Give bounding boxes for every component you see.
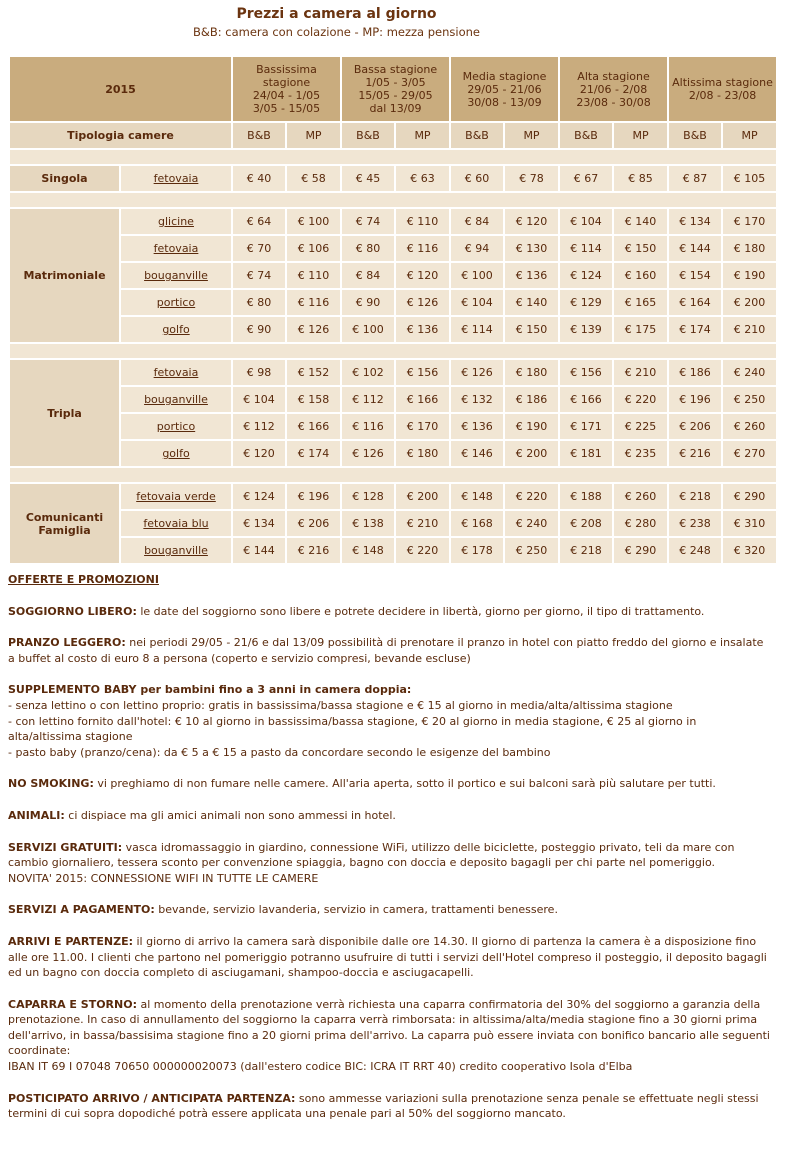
price-cell: € 110 xyxy=(396,209,449,234)
offer-paragraph xyxy=(8,1091,770,1122)
price-cell: € 200 xyxy=(505,441,558,466)
price-cell: € 220 xyxy=(396,538,449,563)
separator-row xyxy=(10,193,776,207)
price-cell: € 210 xyxy=(396,511,449,536)
room-link[interactable]: golfo xyxy=(162,323,190,336)
price-cell: € 186 xyxy=(505,387,558,412)
price-cell: € 140 xyxy=(614,209,667,234)
price-cell: € 124 xyxy=(560,263,612,288)
price-cell: € 188 xyxy=(560,484,612,509)
season-header-line: 24/04 - 1/05 xyxy=(252,89,321,102)
price-cell: € 248 xyxy=(669,538,721,563)
season-header-line: Media stagione xyxy=(462,69,547,83)
price-cell: € 80 xyxy=(233,290,285,315)
price-cell: € 134 xyxy=(669,209,721,234)
price-cell: € 190 xyxy=(723,263,776,288)
price-cell: € 250 xyxy=(505,538,558,563)
price-cell: € 120 xyxy=(505,209,558,234)
season-header-line: 29/05 - 21/06 xyxy=(467,82,542,96)
offer-label: PRANZO LEGGERO: xyxy=(8,636,126,650)
table-row xyxy=(10,317,776,342)
offer-label: NO SMOKING: xyxy=(8,777,94,791)
room-link[interactable]: bouganville xyxy=(144,544,208,557)
price-cell: € 144 xyxy=(233,538,285,563)
bb-header: B&B xyxy=(560,123,612,148)
price-cell: € 136 xyxy=(505,263,558,288)
price-cell: € 139 xyxy=(560,317,612,342)
separator-row xyxy=(10,344,776,358)
price-cell: € 70 xyxy=(233,236,285,261)
page-title: Prezzi a camera al giorno xyxy=(236,6,437,22)
room-category-line: Famiglia xyxy=(38,523,91,537)
price-cell: € 186 xyxy=(669,360,721,385)
price-cell: € 168 xyxy=(451,511,503,536)
price-cell: € 240 xyxy=(505,511,558,536)
season-header-line: 3/05 - 15/05 xyxy=(252,102,321,115)
room-link[interactable]: fetovaia blu xyxy=(143,517,209,530)
table-row xyxy=(10,414,776,439)
price-cell: € 174 xyxy=(287,441,340,466)
price-cell: € 126 xyxy=(396,290,449,315)
price-cell: € 280 xyxy=(614,511,667,536)
price-cell: € 210 xyxy=(614,360,667,385)
table-row xyxy=(10,263,776,288)
offer-paragraph xyxy=(8,902,770,918)
room-category-line: Matrimoniale xyxy=(23,269,106,282)
room-link[interactable]: fetovaia xyxy=(153,242,199,255)
price-cell: € 170 xyxy=(396,414,449,439)
price-cell: € 80 xyxy=(342,236,394,261)
price-cell: € 170 xyxy=(723,209,776,234)
mp-header: MP xyxy=(287,123,340,148)
bb-header: B&B xyxy=(669,123,721,148)
price-cell: € 120 xyxy=(233,441,285,466)
price-cell: € 114 xyxy=(560,236,612,261)
season-header-line: 23/08 - 30/08 xyxy=(576,95,651,109)
season-header-line: 2/08 - 23/08 xyxy=(688,89,757,102)
price-cell: € 196 xyxy=(669,387,721,412)
price-cell: € 200 xyxy=(396,484,449,509)
price-cell: € 67 xyxy=(560,166,612,191)
offer-text: - senza lettino o con lettino proprio: gratis in bassissima/bassa stagione e € 15 al giorno in media/alta/altissima stagione xyxy=(8,698,673,712)
price-cell: € 45 xyxy=(342,166,394,191)
price-cell: € 181 xyxy=(560,441,612,466)
price-cell: € 180 xyxy=(396,441,449,466)
offer-paragraph xyxy=(8,776,770,792)
price-cell: € 105 xyxy=(723,166,776,191)
mp-header: MP xyxy=(396,123,449,148)
bb-header: B&B xyxy=(451,123,503,148)
price-cell: € 260 xyxy=(614,484,667,509)
price-cell: € 235 xyxy=(614,441,667,466)
offer-paragraph xyxy=(8,808,770,824)
price-cell: € 104 xyxy=(451,290,503,315)
price-cell: € 180 xyxy=(723,236,776,261)
price-cell: € 206 xyxy=(287,511,340,536)
price-cell: € 110 xyxy=(287,263,340,288)
price-cell: € 270 xyxy=(723,441,776,466)
price-cell: € 260 xyxy=(723,414,776,439)
offer-text: vasca idromassaggio in giardino, connessione WiFi, utilizzo delle biciclette, posteggio privato, teli da mare con cambio giornaliero, tessera sconto per convenzione spiaggia, bagno con doccia e deposito bagagli per chi parte nel pomeriggio. xyxy=(8,840,735,870)
offer-label: POSTICIPATO ARRIVO / ANTICIPATA PARTENZA: xyxy=(8,1091,296,1105)
table-row xyxy=(10,484,776,509)
price-cell: € 104 xyxy=(560,209,612,234)
price-cell: € 90 xyxy=(342,290,394,315)
price-cell: € 150 xyxy=(614,236,667,261)
price-cell: € 136 xyxy=(396,317,449,342)
season-header-line: Altissima stagione xyxy=(672,76,773,89)
room-category-line: Comunicanti xyxy=(25,510,104,524)
price-cell: € 218 xyxy=(560,538,612,563)
offer-text: IBAN IT 69 I 07048 70650 000000020073 (dall'estero codice BIC: ICRA IT RRT 40) credito cooperativo Isola d'Elba xyxy=(8,1060,633,1074)
price-cell: € 87 xyxy=(669,166,721,191)
price-cell: € 128 xyxy=(342,484,394,509)
offer-text: - pasto baby (pranzo/cena): da € 5 a € 15 a pasto da concordare secondo le esigenze del bambino xyxy=(8,745,551,759)
price-cell: € 140 xyxy=(505,290,558,315)
offer-paragraph xyxy=(8,682,770,760)
offer-text: il giorno di arrivo la camera sarà disponibile dalle ore 14.30. Il giorno di partenza la camera è a disposizione fino alle ore 11.00. I clienti che partono nel pomeriggio potranno usufruire di tutti i servizi dell'Hotel compreso il posteggio, il deposito bagagli ed un bagno con doccia completo di asciugamani, shampoo-doccia e asciugacapelli. xyxy=(8,934,767,980)
price-cell: € 64 xyxy=(233,209,285,234)
table-row xyxy=(10,538,776,563)
price-cell: € 290 xyxy=(614,538,667,563)
price-cell: € 138 xyxy=(342,511,394,536)
price-cell: € 124 xyxy=(233,484,285,509)
price-cell: € 166 xyxy=(396,387,449,412)
price-cell: € 116 xyxy=(287,290,340,315)
price-cell: € 152 xyxy=(287,360,340,385)
price-cell: € 129 xyxy=(560,290,612,315)
price-cell: € 134 xyxy=(233,511,285,536)
room-link[interactable]: bouganville xyxy=(144,393,208,406)
season-header xyxy=(342,57,449,121)
room-link[interactable]: portico xyxy=(156,296,196,309)
price-cell: € 148 xyxy=(451,484,503,509)
offer-paragraph xyxy=(8,934,770,981)
price-cell: € 126 xyxy=(342,441,394,466)
price-cell: € 166 xyxy=(287,414,340,439)
table-row xyxy=(10,236,776,261)
price-cell: € 220 xyxy=(505,484,558,509)
offer-paragraph xyxy=(8,635,770,666)
price-cell: € 114 xyxy=(451,317,503,342)
price-cell: € 58 xyxy=(287,166,340,191)
season-header-line: stagione xyxy=(262,76,311,89)
offer-text: sono ammesse variazioni sulla prenotazione senza penale se effettuate negli stessi termini di cui sopra dopodiché potrà essere applicata una penale pari al 50% del soggiorno mancato. xyxy=(8,1091,759,1121)
price-cell: € 63 xyxy=(396,166,449,191)
season-header xyxy=(669,57,776,121)
room-link[interactable]: fetovaia xyxy=(153,366,199,379)
price-cell: € 174 xyxy=(669,317,721,342)
price-cell: € 116 xyxy=(342,414,394,439)
season-header-line: 21/06 - 2/08 xyxy=(579,82,648,96)
price-cell: € 175 xyxy=(614,317,667,342)
price-cell: € 120 xyxy=(396,263,449,288)
price-cell: € 100 xyxy=(342,317,394,342)
price-cell: € 238 xyxy=(669,511,721,536)
season-header-line: Bassa stagione xyxy=(353,63,438,76)
offer-text: NOVITA' 2015: CONNESSIONE WIFI IN TUTTE LE CAMERE xyxy=(8,871,319,885)
price-cell: € 94 xyxy=(451,236,503,261)
offer-label: SUPPLEMENTO BABY per bambini fino a 3 anni in camera doppia: xyxy=(8,683,412,697)
season-header xyxy=(233,57,340,121)
room-link[interactable]: golfo xyxy=(162,447,190,460)
price-cell: € 160 xyxy=(614,263,667,288)
price-cell: € 250 xyxy=(723,387,776,412)
price-cell: € 126 xyxy=(287,317,340,342)
price-cell: € 220 xyxy=(614,387,667,412)
offers-section xyxy=(8,572,770,1138)
price-cell: € 132 xyxy=(451,387,503,412)
price-cell: € 158 xyxy=(287,387,340,412)
price-cell: € 216 xyxy=(669,441,721,466)
price-cell: € 156 xyxy=(396,360,449,385)
price-cell: € 225 xyxy=(614,414,667,439)
mp-header: MP xyxy=(614,123,667,148)
room-category xyxy=(10,484,119,563)
table-row xyxy=(10,441,776,466)
price-cell: € 144 xyxy=(669,236,721,261)
price-cell: € 206 xyxy=(669,414,721,439)
season-header-line: 30/08 - 13/09 xyxy=(467,95,542,109)
price-cell: € 106 xyxy=(287,236,340,261)
room-link[interactable]: fetovaia verde xyxy=(136,490,216,503)
price-cell: € 84 xyxy=(451,209,503,234)
year-header: 2015 xyxy=(10,57,231,121)
price-cell: € 156 xyxy=(560,360,612,385)
room-category-line: Singola xyxy=(41,172,88,185)
season-header-line: Alta stagione xyxy=(577,69,650,83)
room-category-line: Tripla xyxy=(47,406,82,420)
season-header-line: 15/05 - 29/05 xyxy=(358,89,433,102)
price-cell: € 146 xyxy=(451,441,503,466)
room-link[interactable]: glicine xyxy=(158,215,194,228)
table-row xyxy=(10,360,776,385)
price-cell: € 165 xyxy=(614,290,667,315)
price-cell: € 74 xyxy=(233,263,285,288)
price-cell: € 208 xyxy=(560,511,612,536)
offer-text: vi preghiamo di non fumare nelle camere. All'aria aperta, sotto il portico e sui balconi sarà più salutare per tutti. xyxy=(93,777,716,791)
tipologia-header: Tipologia camere xyxy=(10,123,231,148)
price-cell: € 310 xyxy=(723,511,776,536)
season-header-line: 1/05 - 3/05 xyxy=(365,76,426,89)
offer-label: SERVIZI GRATUITI: xyxy=(8,840,123,854)
price-cell: € 240 xyxy=(723,360,776,385)
price-cell: € 102 xyxy=(342,360,394,385)
offer-label: SERVIZI A PAGAMENTO: xyxy=(8,903,155,917)
price-cell: € 136 xyxy=(451,414,503,439)
room-category xyxy=(10,166,119,191)
table-row xyxy=(10,209,776,234)
offer-label: CAPARRA E STORNO: xyxy=(8,997,137,1011)
price-table xyxy=(8,55,778,565)
price-cell: € 150 xyxy=(505,317,558,342)
price-cell: € 84 xyxy=(342,263,394,288)
bb-header: B&B xyxy=(233,123,285,148)
price-cell: € 98 xyxy=(233,360,285,385)
price-cell: € 154 xyxy=(669,263,721,288)
price-cell: € 196 xyxy=(287,484,340,509)
offer-text: - con lettino fornito dall'hotel: € 10 al giorno in bassissima/bassa stagione, € 20 al giorno in media stagione, € 25 al giorno in alta/altissima stagione xyxy=(8,714,697,744)
offer-text: nei periodi 29/05 - 21/6 e dal 13/09 possibilità di prenotare il pranzo in hotel con piatto freddo del giorno e insalate a buffet al costo di euro 8 a persona (coperto e servizio compresi, bevande escluse) xyxy=(8,636,764,665)
price-cell: € 210 xyxy=(723,317,776,342)
price-cell: € 85 xyxy=(614,166,667,191)
price-cell: € 178 xyxy=(451,538,503,563)
bb-header: B&B xyxy=(342,123,394,148)
price-cell: € 104 xyxy=(233,387,285,412)
page-subtitle: B&B: camera con colazione - MP: mezza pensione xyxy=(192,25,481,39)
price-cell: € 166 xyxy=(560,387,612,412)
offer-paragraph xyxy=(8,604,770,620)
room-link[interactable]: fetovaia xyxy=(153,172,199,185)
price-cell: € 290 xyxy=(723,484,776,509)
season-header-line: dal 13/09 xyxy=(369,102,422,115)
price-cell: € 171 xyxy=(560,414,612,439)
separator-row xyxy=(10,150,776,164)
mp-header: MP xyxy=(505,123,558,148)
price-cell: € 112 xyxy=(342,387,394,412)
price-cell: € 78 xyxy=(505,166,558,191)
table-row xyxy=(10,511,776,536)
price-cell: € 112 xyxy=(233,414,285,439)
mp-header: MP xyxy=(723,123,776,148)
price-cell: € 216 xyxy=(287,538,340,563)
offers-heading: OFFERTE E PROMOZIONI xyxy=(8,573,159,586)
table-row xyxy=(10,387,776,412)
offer-label: ARRIVI E PARTENZE: xyxy=(8,934,133,948)
offer-text: al momento della prenotazione verrà richiesta una caparra confirmatoria del 30% del soggiorno a garanzia della prenotazione. In caso di annullamento del soggiorno la caparra verrà rimborsata: in altissima/alta/media stagione fino a 30 giorni prima dell'arrivo, in bassa/bassisima stagione fino a 20 giorni prima dell'arrivo. La caparra può essere inviata con bonifico bancario alle seguenti coordinate: xyxy=(8,997,770,1058)
season-header-line: Bassissima xyxy=(256,63,317,76)
room-link[interactable]: portico xyxy=(156,420,196,433)
room-category xyxy=(10,360,119,466)
price-cell: € 164 xyxy=(669,290,721,315)
offer-text: le date del soggiorno sono libere e potrete decidere in libertà, giorno per giorno, il tipo di trattamento. xyxy=(136,604,705,618)
separator-row xyxy=(10,468,776,482)
room-link[interactable]: bouganville xyxy=(144,269,208,282)
price-cell: € 100 xyxy=(287,209,340,234)
price-cell: € 116 xyxy=(396,236,449,261)
room-category xyxy=(10,209,119,342)
offer-text: ci dispiace ma gli amici animali non sono ammessi in hotel. xyxy=(64,808,396,822)
offer-paragraph xyxy=(8,997,770,1075)
offer-text: bevande, servizio lavanderia, servizio in camera, trattamenti benessere. xyxy=(154,903,558,917)
offer-label: ANIMALI: xyxy=(8,808,65,822)
table-row xyxy=(10,166,776,191)
season-header xyxy=(451,57,558,121)
price-cell: € 74 xyxy=(342,209,394,234)
table-row xyxy=(10,290,776,315)
offer-paragraph xyxy=(8,840,770,887)
price-cell: € 90 xyxy=(233,317,285,342)
price-cell: € 180 xyxy=(505,360,558,385)
price-cell: € 126 xyxy=(451,360,503,385)
price-cell: € 320 xyxy=(723,538,776,563)
price-cell: € 218 xyxy=(669,484,721,509)
price-cell: € 130 xyxy=(505,236,558,261)
offer-label: SOGGIORNO LIBERO: xyxy=(8,604,137,618)
price-cell: € 100 xyxy=(451,263,503,288)
price-cell: € 190 xyxy=(505,414,558,439)
price-cell: € 148 xyxy=(342,538,394,563)
price-cell: € 200 xyxy=(723,290,776,315)
season-header xyxy=(560,57,667,121)
price-cell: € 40 xyxy=(233,166,285,191)
price-cell: € 60 xyxy=(451,166,503,191)
